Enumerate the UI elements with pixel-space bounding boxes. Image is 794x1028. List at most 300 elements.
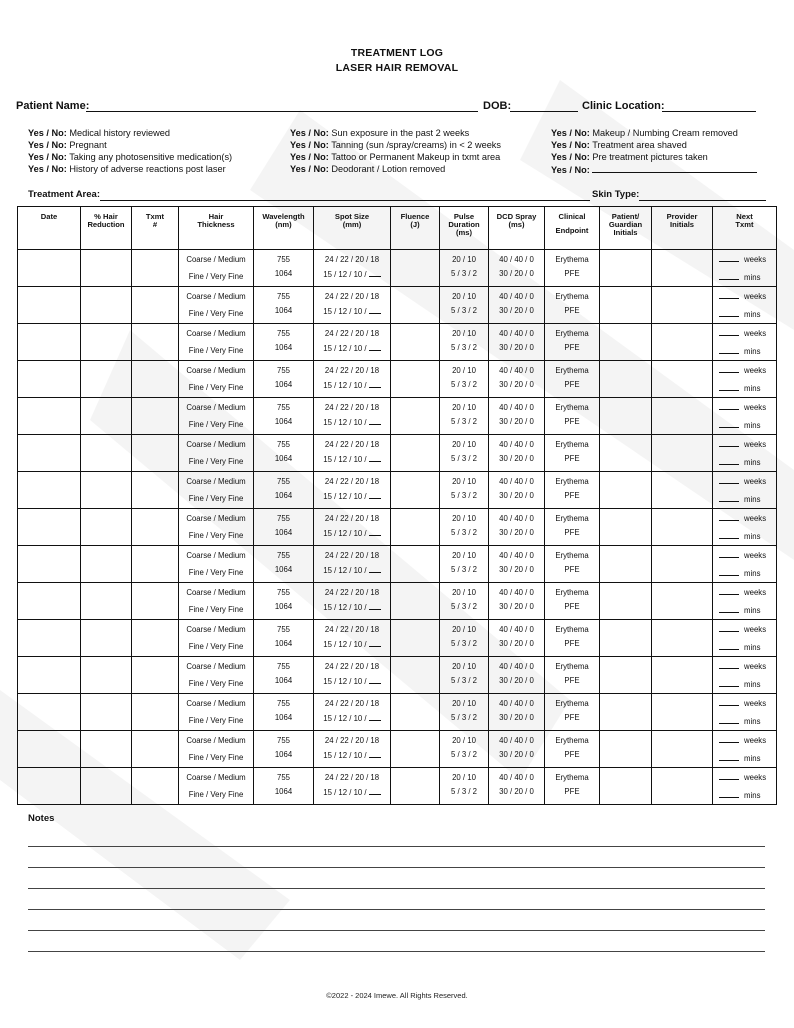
- yes-no-option[interactable]: Yes / No:: [290, 152, 329, 162]
- checklist-item[interactable]: [290, 151, 500, 163]
- cell-fluence[interactable]: [391, 768, 440, 805]
- cell-wavelength[interactable]: [254, 546, 314, 583]
- custom-value-blank[interactable]: [369, 750, 381, 758]
- cell-dcd[interactable]: [489, 287, 545, 324]
- cell-hair-reduction[interactable]: [81, 435, 132, 472]
- yes-no-option[interactable]: Yes / No:: [551, 152, 590, 162]
- next-txmt-blank[interactable]: [719, 568, 739, 576]
- next-txmt-blank[interactable]: [719, 753, 739, 761]
- cell-endpoint[interactable]: [545, 694, 600, 731]
- cell-date[interactable]: [18, 398, 81, 435]
- option-text: 20 / 10: [452, 477, 476, 486]
- cell-pulse[interactable]: [440, 694, 489, 731]
- option-text-value: 30 / 20 / 0: [499, 380, 534, 389]
- cell-spot-size[interactable]: [314, 768, 391, 805]
- yes-no-option[interactable]: Yes / No:: [290, 164, 329, 174]
- cell-patient-initials[interactable]: [600, 287, 652, 324]
- cell-pulse[interactable]: [440, 287, 489, 324]
- cell-wavelength[interactable]: [254, 694, 314, 731]
- option-text: [254, 306, 313, 315]
- cell-hair-reduction[interactable]: [81, 287, 132, 324]
- cell-thickness[interactable]: [179, 472, 254, 509]
- notes-line[interactable]: [28, 846, 765, 847]
- cell-spot-size[interactable]: [314, 472, 391, 509]
- option-text: [179, 568, 253, 577]
- checklist-item[interactable]: [28, 151, 232, 163]
- cell-endpoint[interactable]: [545, 509, 600, 546]
- cell-txmt-number[interactable]: [132, 509, 179, 546]
- custom-value-blank[interactable]: [369, 676, 381, 684]
- cell-next-txmt[interactable]: [713, 361, 777, 398]
- cell-endpoint[interactable]: [545, 731, 600, 768]
- cell-spot-size[interactable]: [314, 435, 391, 472]
- cell-wavelength[interactable]: [254, 768, 314, 805]
- cell-endpoint[interactable]: [545, 657, 600, 694]
- cell-next-txmt[interactable]: [713, 398, 777, 435]
- cell-pulse[interactable]: [440, 324, 489, 361]
- cell-thickness[interactable]: [179, 768, 254, 805]
- cell-txmt-number[interactable]: [132, 361, 179, 398]
- cell-txmt-number[interactable]: [132, 694, 179, 731]
- next-txmt-blank[interactable]: [719, 698, 739, 706]
- cell-wavelength[interactable]: [254, 250, 314, 287]
- treatment-area-label: Treatment Area:: [28, 189, 100, 200]
- checklist-item[interactable]: [290, 127, 469, 139]
- cell-dcd[interactable]: [489, 472, 545, 509]
- custom-value-blank[interactable]: [369, 269, 381, 277]
- next-txmt-blank[interactable]: [719, 383, 739, 391]
- cell-dcd[interactable]: [489, 546, 545, 583]
- cell-date[interactable]: [18, 435, 81, 472]
- cell-txmt-number[interactable]: [132, 472, 179, 509]
- cell-dcd[interactable]: [489, 657, 545, 694]
- yes-no-option[interactable]: Yes / No:: [28, 152, 67, 162]
- next-txmt-blank[interactable]: [719, 402, 739, 410]
- cell-patient-initials[interactable]: [600, 435, 652, 472]
- cell-next-txmt[interactable]: [713, 546, 777, 583]
- cell-endpoint[interactable]: [545, 361, 600, 398]
- cell-wavelength[interactable]: [254, 583, 314, 620]
- cell-wavelength[interactable]: [254, 472, 314, 509]
- cell-hair-reduction[interactable]: [81, 657, 132, 694]
- cell-date[interactable]: [18, 768, 81, 805]
- cell-fluence[interactable]: [391, 287, 440, 324]
- cell-provider-initials[interactable]: [652, 361, 713, 398]
- cell-patient-initials[interactable]: [600, 361, 652, 398]
- cell-provider-initials[interactable]: [652, 250, 713, 287]
- cell-date[interactable]: [18, 509, 81, 546]
- option-text: Coarse / Medium: [186, 403, 246, 412]
- cell-endpoint[interactable]: [545, 472, 600, 509]
- yes-no-option[interactable]: Yes / No:: [28, 140, 67, 150]
- table-row: [18, 287, 777, 324]
- cell-date[interactable]: [18, 324, 81, 361]
- cell-provider-initials[interactable]: [652, 472, 713, 509]
- cell-dcd[interactable]: [489, 398, 545, 435]
- option-text: 20 / 10: [452, 551, 476, 560]
- cell-fluence[interactable]: [391, 657, 440, 694]
- next-txmt-blank[interactable]: [719, 587, 739, 595]
- cell-patient-initials[interactable]: [600, 324, 652, 361]
- next-txmt-blank[interactable]: [719, 494, 739, 502]
- cell-pulse[interactable]: [440, 509, 489, 546]
- cell-provider-initials[interactable]: [652, 435, 713, 472]
- cell-fluence[interactable]: [391, 694, 440, 731]
- custom-value-blank[interactable]: [369, 639, 381, 647]
- cell-fluence[interactable]: [391, 398, 440, 435]
- cell-next-txmt[interactable]: [713, 768, 777, 805]
- cell-endpoint[interactable]: [545, 620, 600, 657]
- next-txmt-blank[interactable]: [719, 420, 739, 428]
- cell-dcd[interactable]: [489, 768, 545, 805]
- cell-provider-initials[interactable]: [652, 768, 713, 805]
- cell-dcd[interactable]: [489, 620, 545, 657]
- cell-date[interactable]: [18, 250, 81, 287]
- notes-line[interactable]: [28, 909, 765, 910]
- cell-fluence[interactable]: [391, 620, 440, 657]
- cell-thickness[interactable]: [179, 361, 254, 398]
- cell-date[interactable]: [18, 472, 81, 509]
- next-txmt-blank[interactable]: [719, 513, 739, 521]
- cell-hair-reduction[interactable]: [81, 620, 132, 657]
- cell-thickness[interactable]: [179, 583, 254, 620]
- next-txmt-blank[interactable]: [719, 605, 739, 613]
- cell-fluence[interactable]: [391, 324, 440, 361]
- cell-pulse[interactable]: [440, 768, 489, 805]
- cell-hair-reduction[interactable]: [81, 731, 132, 768]
- cell-hair-reduction[interactable]: [81, 361, 132, 398]
- cell-wavelength[interactable]: [254, 398, 314, 435]
- next-txmt-blank[interactable]: [719, 254, 739, 262]
- cell-thickness[interactable]: [179, 398, 254, 435]
- cell-endpoint[interactable]: [545, 250, 600, 287]
- cell-thickness[interactable]: [179, 509, 254, 546]
- cell-dcd[interactable]: [489, 361, 545, 398]
- cell-fluence[interactable]: [391, 435, 440, 472]
- cell-hair-reduction[interactable]: [81, 768, 132, 805]
- cell-pulse[interactable]: [440, 361, 489, 398]
- cell-next-txmt[interactable]: [713, 287, 777, 324]
- checklist-item[interactable]: [28, 163, 226, 175]
- cell-hair-reduction[interactable]: [81, 509, 132, 546]
- cell-wavelength[interactable]: [254, 361, 314, 398]
- clinic-location-field[interactable]: [662, 111, 756, 112]
- cell-wavelength[interactable]: [254, 509, 314, 546]
- other-item-field[interactable]: [592, 163, 757, 173]
- cell-pulse[interactable]: [440, 657, 489, 694]
- cell-wavelength[interactable]: [254, 731, 314, 768]
- cell-txmt-number[interactable]: [132, 620, 179, 657]
- option-text-value: PFE: [564, 713, 580, 722]
- custom-value-blank[interactable]: [369, 565, 381, 573]
- cell-date[interactable]: [18, 583, 81, 620]
- cell-dcd[interactable]: [489, 250, 545, 287]
- checklist-item[interactable]: [551, 127, 738, 139]
- option-text: Coarse / Medium: [186, 292, 246, 301]
- cell-spot-size[interactable]: [314, 324, 391, 361]
- cell-txmt-number[interactable]: [132, 398, 179, 435]
- cell-patient-initials[interactable]: [600, 546, 652, 583]
- next-txmt-blank[interactable]: [719, 642, 739, 650]
- next-txmt-unit: mins: [744, 680, 761, 689]
- cell-txmt-number[interactable]: [132, 324, 179, 361]
- cell-wavelength[interactable]: [254, 657, 314, 694]
- custom-value-blank[interactable]: [369, 491, 381, 499]
- cell-hair-reduction[interactable]: [81, 583, 132, 620]
- cell-hair-reduction[interactable]: [81, 546, 132, 583]
- cell-patient-initials[interactable]: [600, 472, 652, 509]
- cell-patient-initials[interactable]: [600, 250, 652, 287]
- next-txmt-blank[interactable]: [719, 661, 739, 669]
- custom-value-blank[interactable]: [369, 417, 381, 425]
- yes-no-option[interactable]: Yes / No:: [551, 128, 590, 138]
- cell-provider-initials[interactable]: [652, 620, 713, 657]
- cell-dcd[interactable]: [489, 324, 545, 361]
- cell-next-txmt[interactable]: [713, 694, 777, 731]
- next-txmt-blank[interactable]: [719, 309, 739, 317]
- cell-pulse[interactable]: [440, 398, 489, 435]
- cell-spot-size[interactable]: [314, 620, 391, 657]
- next-txmt-blank[interactable]: [719, 735, 739, 743]
- cell-spot-size[interactable]: [314, 731, 391, 768]
- cell-date[interactable]: [18, 287, 81, 324]
- notes-line[interactable]: [28, 930, 765, 931]
- cell-fluence[interactable]: [391, 509, 440, 546]
- form-subtitle: LASER HAIR REMOVAL: [335, 62, 459, 74]
- cell-patient-initials[interactable]: [600, 620, 652, 657]
- checklist-item[interactable]: [290, 163, 445, 175]
- next-txmt-line: [719, 457, 772, 467]
- cell-next-txmt[interactable]: [713, 324, 777, 361]
- cell-thickness[interactable]: [179, 620, 254, 657]
- cell-next-txmt[interactable]: [713, 620, 777, 657]
- cell-wavelength[interactable]: [254, 287, 314, 324]
- cell-patient-initials[interactable]: [600, 509, 652, 546]
- cell-hair-reduction[interactable]: [81, 324, 132, 361]
- cell-spot-size[interactable]: [314, 509, 391, 546]
- cell-fluence[interactable]: [391, 250, 440, 287]
- next-txmt-line: [719, 642, 772, 652]
- cell-patient-initials[interactable]: [600, 731, 652, 768]
- cell-wavelength[interactable]: [254, 435, 314, 472]
- cell-provider-initials[interactable]: [652, 324, 713, 361]
- cell-date[interactable]: [18, 546, 81, 583]
- checklist-item[interactable]: [290, 139, 501, 151]
- cell-dcd[interactable]: [489, 435, 545, 472]
- cell-thickness[interactable]: [179, 694, 254, 731]
- cell-next-txmt[interactable]: [713, 509, 777, 546]
- cell-endpoint[interactable]: [545, 398, 600, 435]
- cell-fluence[interactable]: [391, 583, 440, 620]
- cell-provider-initials[interactable]: [652, 731, 713, 768]
- option-text: Erythema: [555, 551, 589, 560]
- next-txmt-blank[interactable]: [719, 679, 739, 687]
- cell-pulse[interactable]: [440, 731, 489, 768]
- next-txmt-blank[interactable]: [719, 531, 739, 539]
- cell-txmt-number[interactable]: [132, 435, 179, 472]
- cell-provider-initials[interactable]: [652, 583, 713, 620]
- cell-pulse[interactable]: [440, 250, 489, 287]
- cell-txmt-number[interactable]: [132, 250, 179, 287]
- cell-thickness[interactable]: [179, 250, 254, 287]
- cell-provider-initials[interactable]: [652, 694, 713, 731]
- cell-fluence[interactable]: [391, 731, 440, 768]
- cell-endpoint[interactable]: [545, 435, 600, 472]
- cell-dcd[interactable]: [489, 583, 545, 620]
- cell-spot-size[interactable]: [314, 583, 391, 620]
- next-txmt-blank[interactable]: [719, 716, 739, 724]
- cell-endpoint[interactable]: [545, 768, 600, 805]
- option-text: [440, 676, 488, 685]
- cell-patient-initials[interactable]: [600, 694, 652, 731]
- treatment-area-field[interactable]: [100, 200, 590, 201]
- cell-next-txmt[interactable]: [713, 250, 777, 287]
- cell-fluence[interactable]: [391, 546, 440, 583]
- cell-pulse[interactable]: [440, 546, 489, 583]
- cell-endpoint[interactable]: [545, 583, 600, 620]
- yes-no-option[interactable]: Yes / No:: [551, 140, 590, 150]
- option-text: [254, 676, 313, 685]
- notes-line[interactable]: [28, 951, 765, 952]
- custom-value-blank[interactable]: [369, 787, 381, 795]
- cell-hair-reduction[interactable]: [81, 250, 132, 287]
- dob-field[interactable]: [510, 111, 578, 112]
- cell-dcd[interactable]: [489, 509, 545, 546]
- cell-date[interactable]: [18, 694, 81, 731]
- yes-no-option[interactable]: Yes / No:: [28, 164, 67, 174]
- cell-wavelength[interactable]: [254, 620, 314, 657]
- cell-txmt-number[interactable]: [132, 546, 179, 583]
- cell-dcd[interactable]: [489, 694, 545, 731]
- next-txmt-blank[interactable]: [719, 476, 739, 484]
- cell-fluence[interactable]: [391, 361, 440, 398]
- custom-value-blank[interactable]: [369, 380, 381, 388]
- cell-wavelength[interactable]: [254, 324, 314, 361]
- cell-txmt-number[interactable]: [132, 657, 179, 694]
- cell-thickness[interactable]: [179, 324, 254, 361]
- cell-dcd[interactable]: [489, 731, 545, 768]
- next-txmt-blank[interactable]: [719, 790, 739, 798]
- cell-thickness[interactable]: [179, 287, 254, 324]
- custom-value-blank[interactable]: [369, 454, 381, 462]
- next-txmt-blank[interactable]: [719, 457, 739, 465]
- cell-provider-initials[interactable]: [652, 546, 713, 583]
- custom-value-blank[interactable]: [369, 343, 381, 351]
- option-text-value: 15 / 12 / 10 /: [323, 344, 367, 353]
- next-txmt-blank[interactable]: [719, 346, 739, 354]
- cell-pulse[interactable]: [440, 472, 489, 509]
- cell-spot-size[interactable]: [314, 398, 391, 435]
- cell-thickness[interactable]: [179, 657, 254, 694]
- cell-next-txmt[interactable]: [713, 472, 777, 509]
- cell-pulse[interactable]: [440, 620, 489, 657]
- cell-spot-size[interactable]: [314, 287, 391, 324]
- cell-spot-size[interactable]: [314, 657, 391, 694]
- checklist-item[interactable]: [551, 163, 757, 176]
- cell-patient-initials[interactable]: [600, 583, 652, 620]
- cell-provider-initials[interactable]: [652, 509, 713, 546]
- column-header: [18, 207, 81, 250]
- next-txmt-blank[interactable]: [719, 624, 739, 632]
- custom-value-blank[interactable]: [369, 602, 381, 610]
- next-txmt-blank[interactable]: [719, 328, 739, 336]
- custom-value-blank[interactable]: [369, 306, 381, 314]
- next-txmt-blank[interactable]: [719, 272, 739, 280]
- yes-no-option[interactable]: Yes / No:: [290, 140, 329, 150]
- next-txmt-blank[interactable]: [719, 439, 739, 447]
- checklist-item[interactable]: [551, 139, 687, 151]
- cell-patient-initials[interactable]: [600, 768, 652, 805]
- next-txmt-line: [719, 383, 772, 393]
- cell-thickness[interactable]: [179, 731, 254, 768]
- cell-txmt-number[interactable]: [132, 768, 179, 805]
- cell-next-txmt[interactable]: [713, 731, 777, 768]
- custom-value-blank[interactable]: [369, 713, 381, 721]
- cell-next-txmt[interactable]: [713, 583, 777, 620]
- next-txmt-blank[interactable]: [719, 365, 739, 373]
- cell-date[interactable]: [18, 657, 81, 694]
- skin-type-field[interactable]: [639, 200, 766, 201]
- cell-provider-initials[interactable]: [652, 657, 713, 694]
- cell-spot-size[interactable]: [314, 361, 391, 398]
- cell-spot-size[interactable]: [314, 694, 391, 731]
- custom-value-blank[interactable]: [369, 528, 381, 536]
- cell-next-txmt[interactable]: [713, 657, 777, 694]
- cell-endpoint[interactable]: [545, 287, 600, 324]
- cell-txmt-number[interactable]: [132, 287, 179, 324]
- cell-spot-size[interactable]: [314, 250, 391, 287]
- option-text: [254, 417, 313, 426]
- checklist-item[interactable]: [28, 127, 170, 139]
- yes-no-option[interactable]: Yes / No:: [551, 165, 590, 175]
- cell-hair-reduction[interactable]: [81, 694, 132, 731]
- next-txmt-blank[interactable]: [719, 291, 739, 299]
- cell-thickness[interactable]: [179, 435, 254, 472]
- cell-endpoint[interactable]: [545, 546, 600, 583]
- cell-provider-initials[interactable]: [652, 287, 713, 324]
- next-txmt-blank[interactable]: [719, 772, 739, 780]
- cell-txmt-number[interactable]: [132, 583, 179, 620]
- patient-name-field[interactable]: [86, 111, 478, 112]
- notes-line[interactable]: [28, 867, 765, 868]
- cell-date[interactable]: [18, 620, 81, 657]
- cell-date[interactable]: [18, 731, 81, 768]
- cell-txmt-number[interactable]: [132, 731, 179, 768]
- cell-hair-reduction[interactable]: [81, 398, 132, 435]
- next-txmt-blank[interactable]: [719, 550, 739, 558]
- checklist-item[interactable]: [551, 151, 708, 163]
- cell-spot-size[interactable]: [314, 546, 391, 583]
- cell-provider-initials[interactable]: [652, 398, 713, 435]
- cell-hair-reduction[interactable]: [81, 472, 132, 509]
- yes-no-option[interactable]: Yes / No:: [28, 128, 67, 138]
- cell-patient-initials[interactable]: [600, 398, 652, 435]
- cell-next-txmt[interactable]: [713, 435, 777, 472]
- yes-no-option[interactable]: Yes / No:: [290, 128, 329, 138]
- cell-date[interactable]: [18, 361, 81, 398]
- cell-pulse[interactable]: [440, 435, 489, 472]
- checklist-item[interactable]: [28, 139, 107, 151]
- option-text-value: 15 / 12 / 10 /: [323, 751, 367, 760]
- cell-fluence[interactable]: [391, 472, 440, 509]
- cell-pulse[interactable]: [440, 583, 489, 620]
- option-text: [314, 565, 390, 575]
- notes-line[interactable]: [28, 888, 765, 889]
- cell-endpoint[interactable]: [545, 324, 600, 361]
- table-row: [18, 768, 777, 805]
- cell-patient-initials[interactable]: [600, 657, 652, 694]
- cell-thickness[interactable]: [179, 546, 254, 583]
